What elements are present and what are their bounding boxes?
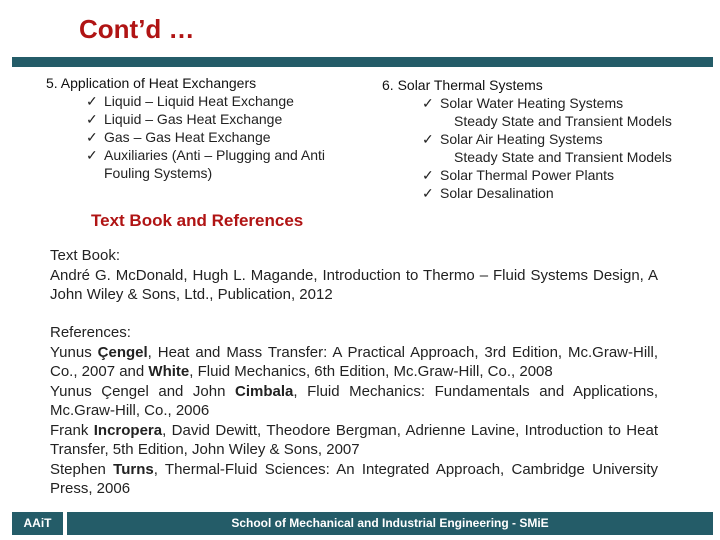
check-icon: ✓ bbox=[86, 147, 98, 163]
item-text: Solar Desalination bbox=[440, 185, 554, 201]
heat-exchangers-section bbox=[46, 74, 325, 182]
reference-entry: Yunus Çengel, Heat and Mass Transfer: A Practical Approach, 3rd Edition, Mc.Graw-Hill, Co., 2007 and White, Fluid Mechanics, 6th Edition, Mc.Graw-Hill, Co., 2008 bbox=[50, 343, 658, 380]
item-text: Liquid – Gas Heat Exchange bbox=[104, 111, 283, 127]
check-icon: ✓ bbox=[422, 185, 434, 201]
item-text: Solar Thermal Power Plants bbox=[440, 167, 615, 183]
solar-thermal-section bbox=[382, 76, 672, 202]
list-item bbox=[418, 130, 672, 148]
footer-institution: AAiT bbox=[12, 512, 63, 535]
references-list bbox=[50, 343, 658, 499]
list-item bbox=[82, 110, 325, 128]
references-heading: Text Book and References bbox=[91, 211, 304, 230]
author-name: Incropera bbox=[93, 421, 163, 439]
footer-school: School of Mechanical and Industrial Engineering - SMiE bbox=[67, 512, 713, 535]
list-item bbox=[418, 184, 672, 202]
sub-item: Steady State and Transient Models bbox=[454, 149, 672, 165]
section-heading: 6. Solar Thermal Systems bbox=[382, 77, 543, 93]
item-text: Liquid – Liquid Heat Exchange bbox=[104, 93, 294, 109]
check-icon: ✓ bbox=[422, 131, 434, 147]
list-item-cont bbox=[82, 164, 325, 182]
list-item bbox=[418, 94, 672, 112]
textbook-block bbox=[50, 246, 658, 305]
references-label: References: bbox=[50, 324, 131, 341]
reference-entry: Yunus Çengel and John Cimbala, Fluid Mechanics: Fundamentals and Applications, Mc.Graw-Hill, Co., 2006 bbox=[50, 382, 658, 419]
list-item bbox=[82, 146, 325, 164]
sub-item: Steady State and Transient Models bbox=[454, 113, 672, 129]
author-name: Turns bbox=[113, 460, 154, 478]
list-item bbox=[82, 128, 325, 146]
author-name: Cimbala bbox=[235, 382, 294, 400]
author-name: White bbox=[148, 363, 190, 380]
check-icon: ✓ bbox=[86, 93, 98, 109]
item-text: Solar Water Heating Systems bbox=[440, 95, 624, 111]
author-name: Çengel bbox=[97, 343, 148, 361]
section-heading: 5. Application of Heat Exchangers bbox=[46, 75, 257, 91]
references-block bbox=[50, 323, 658, 499]
item-text: Solar Air Heating Systems bbox=[440, 131, 603, 147]
check-icon: ✓ bbox=[86, 111, 98, 127]
list-item bbox=[82, 92, 325, 110]
reference-entry: Stephen Turns, Thermal-Fluid Sciences: An Integrated Approach, Cambridge University Press, 2006 bbox=[50, 460, 658, 497]
title-divider bbox=[12, 57, 713, 67]
check-icon: ✓ bbox=[422, 167, 434, 183]
textbook-citation: André G. McDonald, Hugh L. Magande, Introduction to Thermo – Fluid Systems Design, A John Wiley & Sons, Ltd., Publication, 2012 bbox=[50, 266, 658, 303]
check-icon: ✓ bbox=[422, 95, 434, 111]
item-text: Fouling Systems) bbox=[104, 165, 213, 181]
check-icon: ✓ bbox=[86, 129, 98, 145]
item-text: Gas – Gas Heat Exchange bbox=[104, 129, 271, 145]
item-text: Auxiliaries (Anti – Plugging and Anti bbox=[104, 147, 326, 163]
list-item bbox=[418, 166, 672, 184]
reference-entry: Frank Incropera, David Dewitt, Theodore Bergman, Adrienne Lavine, Introduction to Heat Transfer, 5th Edition, John Wiley & Sons, 2007 bbox=[50, 421, 658, 458]
slide-title: Cont’d … bbox=[79, 14, 195, 44]
textbook-label: Text Book: bbox=[50, 247, 121, 264]
